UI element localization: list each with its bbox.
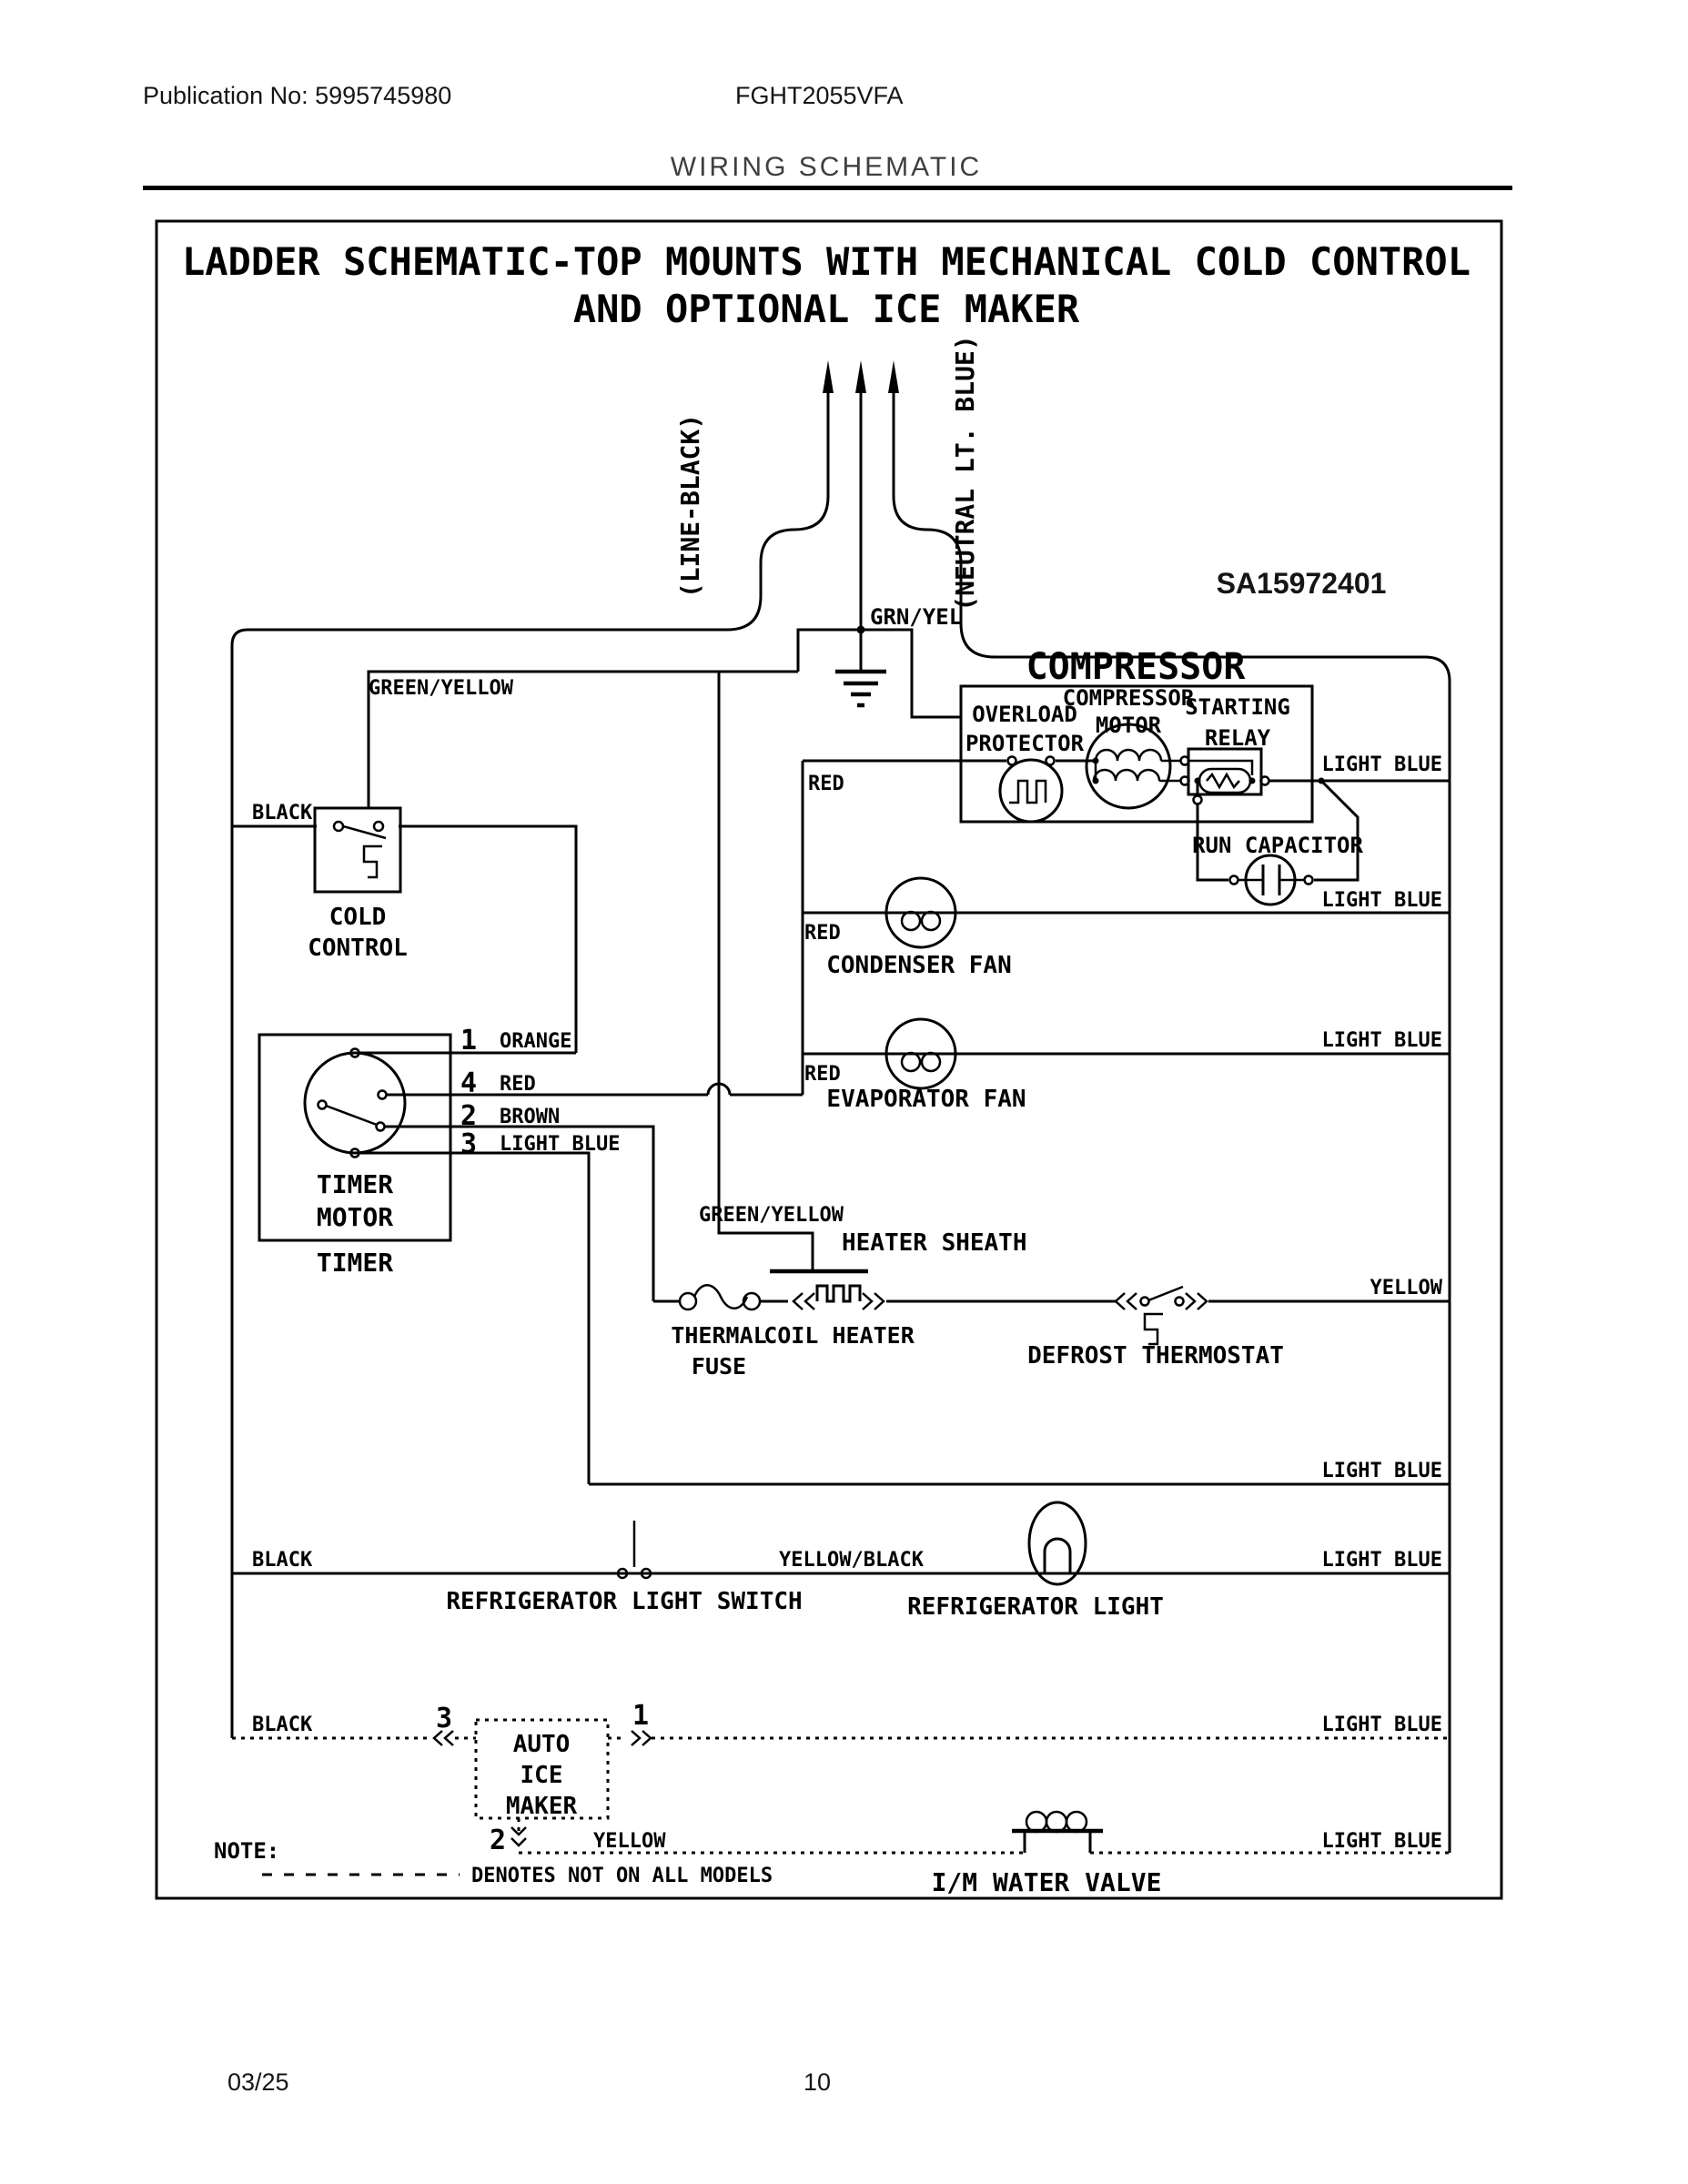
publication-number: Publication No: 5995745980 <box>143 82 452 109</box>
timer-pin-3: 3 <box>460 1128 478 1160</box>
light-switch-label: REFRIGERATOR LIGHT SWITCH <box>446 1588 803 1615</box>
condenser-fan-label: CONDENSER FAN <box>826 952 1012 979</box>
cold-control-label: COLD <box>329 904 387 931</box>
grn-yel-label: GRN/YEL <box>870 604 963 630</box>
note-label: NOTE: <box>214 1838 280 1864</box>
yellow-label: YELLOW <box>1370 1277 1442 1299</box>
light-blue-label: LIGHT BLUE <box>1321 1830 1442 1853</box>
light-blue-label: LIGHT BLUE <box>500 1133 621 1156</box>
run-capacitor-label: RUN CAPACITOR <box>1192 833 1363 858</box>
light-blue-label: LIGHT BLUE <box>1321 1460 1442 1482</box>
refrigerator-light-row <box>232 1502 1450 1584</box>
green-yellow-label: GREEN/YELLOW <box>699 1204 844 1227</box>
thermal-fuse-label: FUSE <box>691 1353 747 1380</box>
timer-motor-label: TIMER <box>316 1169 394 1199</box>
diagram-title-line1: LADDER SCHEMATIC-TOP MOUNTS WITH MECHANICAL COLD CONTROL <box>181 239 1471 284</box>
section-title: WIRING SCHEMATIC <box>670 152 983 182</box>
footer-date: 03/25 <box>227 2068 289 2096</box>
yellow-label: YELLOW <box>593 1830 666 1853</box>
timer-pin-2: 2 <box>460 1100 478 1132</box>
refrigerator-light-label: REFRIGERATOR LIGHT <box>907 1593 1164 1621</box>
light-blue-label: LIGHT BLUE <box>1321 1029 1442 1052</box>
cold-control <box>232 808 576 1053</box>
brown-label: BROWN <box>500 1106 561 1128</box>
ice-maker-label: ICE <box>520 1762 563 1789</box>
timer-pin-1: 1 <box>460 1025 478 1057</box>
light-blue-label: LIGHT BLUE <box>1321 1714 1442 1736</box>
evaporator-fan-label: EVAPORATOR FAN <box>826 1086 1026 1113</box>
ice-maker-label: AUTO <box>512 1731 571 1758</box>
ice-maker-label: MAKER <box>505 1793 578 1820</box>
starting-relay-label: STARTING <box>1185 694 1290 720</box>
coil-heater-label: COIL HEATER <box>763 1322 915 1349</box>
red-label: RED <box>808 773 844 795</box>
ground-icon <box>835 672 886 705</box>
green-yellow-label: GREEN/YELLOW <box>369 677 513 700</box>
ice-pin-3: 3 <box>435 1703 453 1734</box>
heater-sheath-label: HEATER SHEATH <box>842 1229 1027 1257</box>
cold-control-label: CONTROL <box>308 935 408 962</box>
black-label: BLACK <box>252 802 313 824</box>
light-blue-label: LIGHT BLUE <box>1321 889 1442 912</box>
defrost-thermostat-label: DEFROST THERMOSTAT <box>1027 1342 1284 1370</box>
overload-label: OVERLOAD <box>972 702 1077 727</box>
yellow-black-label: YELLOW/BLACK <box>779 1549 924 1572</box>
note-text: DENOTES NOT ON ALL MODELS <box>471 1865 773 1887</box>
black-label: BLACK <box>252 1714 313 1736</box>
model-number: FGHT2055VFA <box>735 82 904 109</box>
timer-label: TIMER <box>316 1248 394 1278</box>
light-blue-label: LIGHT BLUE <box>1321 753 1442 776</box>
starting-relay-label: RELAY <box>1204 725 1271 751</box>
compressor-title: COMPRESSOR <box>1026 646 1246 688</box>
arrow-up-icon <box>888 360 899 393</box>
line-black-label: (LINE-BLACK) <box>675 413 705 599</box>
green-yellow-wire <box>369 630 961 1271</box>
diagram-code: SA15972401 <box>1216 567 1387 600</box>
orange-label: ORANGE <box>500 1030 572 1053</box>
header-rule <box>143 186 1512 190</box>
arrow-up-icon <box>823 360 834 393</box>
black-label: BLACK <box>252 1549 313 1572</box>
timer-motor-label: MOTOR <box>316 1202 394 1232</box>
ice-pin-1: 1 <box>632 1700 650 1732</box>
timer-pin-4: 4 <box>460 1067 478 1099</box>
diagram-title-line2: AND OPTIONAL ICE MAKER <box>572 287 1080 331</box>
ice-maker-row <box>232 1720 1450 1853</box>
arrow-up-icon <box>855 360 866 393</box>
ice-pin-2: 2 <box>489 1825 506 1856</box>
compressor-motor-label: MOTOR <box>1095 713 1162 738</box>
red-label: RED <box>804 1063 841 1086</box>
light-blue-label: LIGHT BLUE <box>1321 1549 1442 1572</box>
water-valve-label: I/M WATER VALVE <box>931 1867 1162 1897</box>
neutral-label: (NEUTRAL LT. BLUE) <box>950 335 980 612</box>
red-label: RED <box>804 922 841 945</box>
compressor-motor-label: COMPRESSOR <box>1062 685 1195 711</box>
thermal-fuse-label: THERMAL <box>671 1322 767 1349</box>
overload-label: PROTECTOR <box>965 731 1085 756</box>
footer-page-number: 10 <box>803 2068 832 2096</box>
red-label: RED <box>500 1073 536 1096</box>
